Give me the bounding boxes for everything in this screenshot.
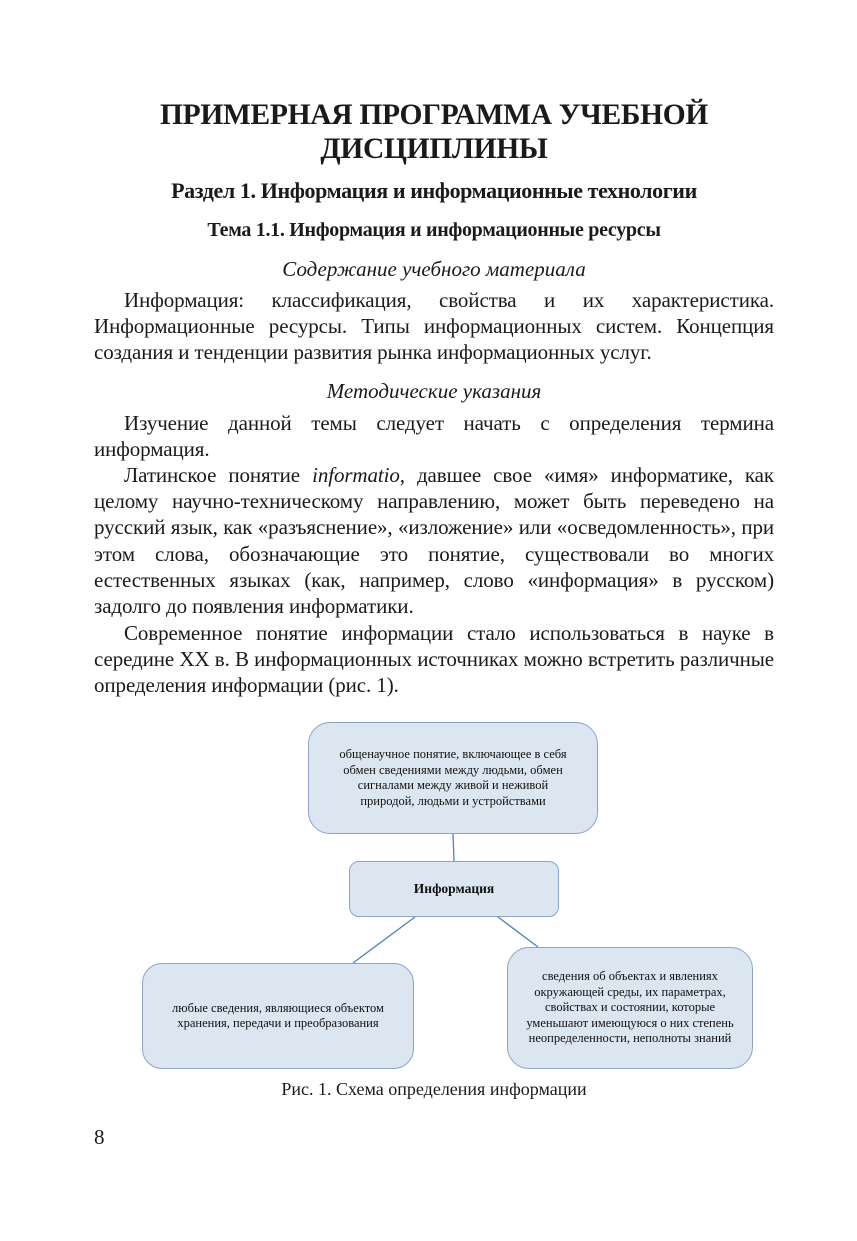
connector-right	[498, 917, 538, 947]
connector-top	[453, 834, 454, 861]
topic-heading: Тема 1.1. Информация и информационные ресурсы	[207, 219, 661, 241]
content-paragraph: Информация: классификация, свойства и их характеристика. Информационные ресурсы. Типы информационных систем. Концепция создания и тенденции развития рынка информационных услуг.	[94, 288, 774, 365]
latin-term: informatio	[312, 463, 400, 487]
connector-left	[353, 917, 415, 963]
information-diagram	[130, 715, 770, 1075]
content-subheading: Содержание учебного материала	[282, 257, 586, 281]
paragraph-2-start: Латинское понятие	[124, 463, 313, 487]
paragraph-1: Изучение данной темы следует начать с определения термина информация.	[94, 411, 774, 462]
page-title: ПРИМЕРНАЯ ПРОГРАММА УЧЕБНОЙ ДИСЦИПЛИНЫ	[159, 99, 709, 165]
definition-box-top: общенаучное понятие, включающее в себя обмен сведениями между людьми, обмен сигналами между живой и неживой природой, людьми и устройствами	[308, 722, 598, 834]
information-box: Информация	[349, 861, 559, 917]
paragraph-3: Современное понятие информации стало использоваться в науке в середине XX в. В информационных источниках можно встретить различные определения информации (рис. 1).	[94, 621, 774, 698]
figure-caption: Рис. 1. Схема определения информации	[281, 1079, 587, 1099]
methods-subheading: Методические указания	[326, 379, 542, 403]
definition-box-right: сведения об объектах и явлениях окружающей среды, их параметрах, свойствах и состоянии, которые уменьшают имеющуюся о них степень неопределенности, неполноты знаний	[507, 947, 753, 1069]
page-number: 8	[94, 1125, 105, 1149]
paragraph-2-rest: , давшее свое «имя» информатике, как целому научно-техническому направлению, может быть переведено на русский язык, как «разъяснение», «изложение» или «осведомленность», при этом слова, обозначающие это понятие, существовали во многих естественных языках (как, например, слово «информация» в русском) задолго до появления информатики.	[94, 463, 774, 619]
paragraph-2	[94, 462, 774, 619]
section-heading: Раздел 1. Информация и информационные технологии	[171, 178, 697, 203]
definition-box-left: любые сведения, являющиеся объектом хранения, передачи и преобразования	[142, 963, 414, 1069]
